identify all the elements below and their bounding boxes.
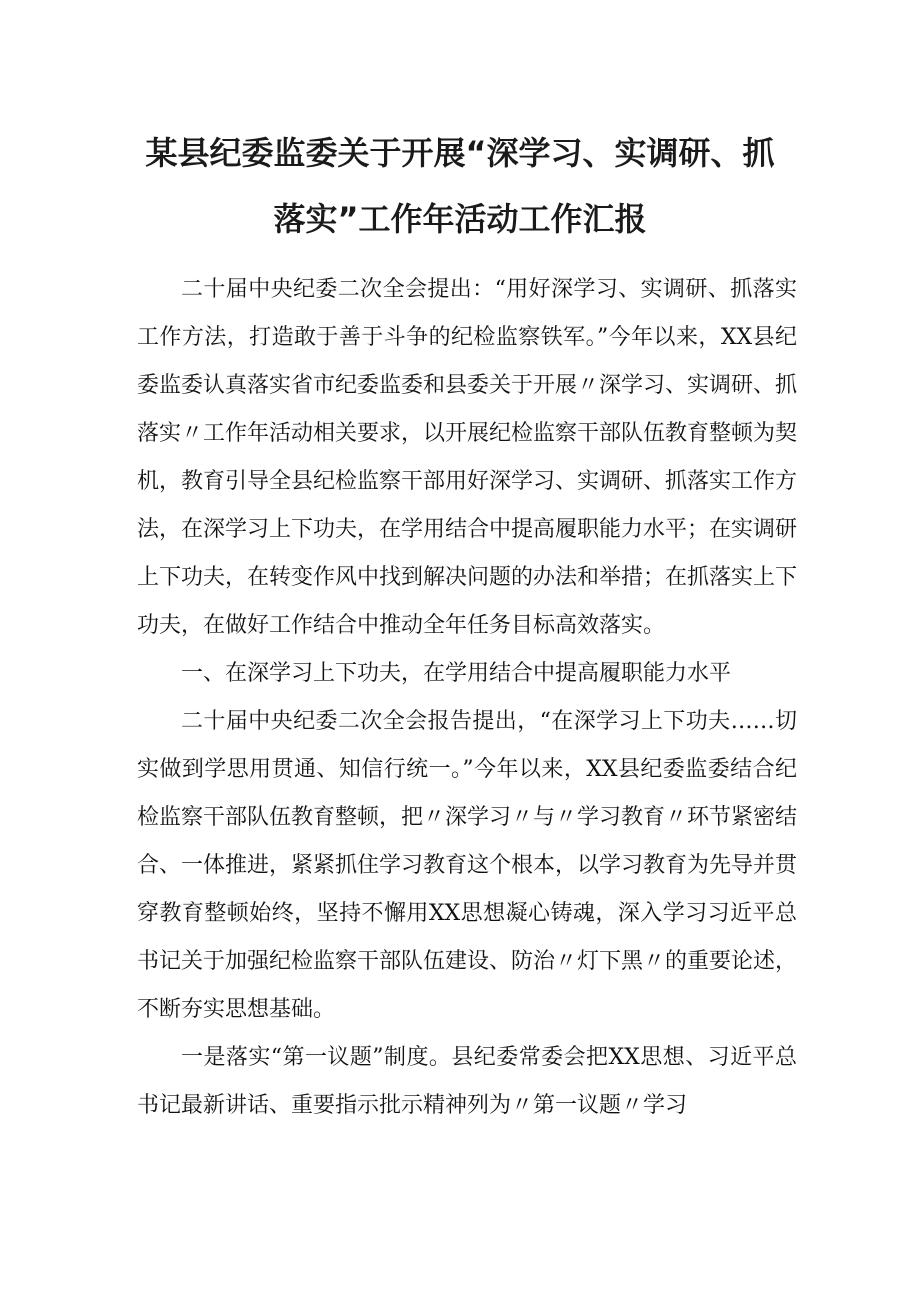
paragraph-section-1: 二十届中央纪委二次全会报告提出，“在深学习上下功夫……切实做到学思用贯通、知信行统一。”今年以来，XX县纪委监委结合纪检监察干部队伍教育整顿，把〃深学习〃与〃学习教育〃环节紧密结合、一体推进，紧紧抓住学习教育这个根本，以学习教育为先导并贯穿教育整顿始终，坚持不懈用XX思想凝心铸魂，深入学习习近平总书记关于加强纪检监察干部队伍建设、防治〃灯下黑〃的重要论述，不断夯实思想基础。 xyxy=(137,709,798,1022)
document-title-line-2: 落实”工作年活动工作汇报 xyxy=(273,200,647,238)
paragraph-intro: 二十届中央纪委二次全会提出：“用好深学习、实调研、抓落实工作方法，打造敢于善于斗争的纪检监察铁军。”今年以来，XX县纪委监委认真落实省市纪委监委和县委关于开展〃深学习、实调研、抓落实〃工作年活动相关要求，以开展纪检监察干部队伍教育整顿为契机，教育引导全县纪检监察干部用好深学习、实调研、抓落实工作方法，在深学习上下功夫，在学用结合中提高履职能力水平；在实调研上下功夫，在转变作风中找到解决问题的办法和举措；在抓落实上下功夫，在做好工作结合中推动全年任务目标高效落实。 xyxy=(137,277,798,638)
section-heading-1: 一、在深学习上下功夫，在学用结合中提高履职能力水平 xyxy=(181,661,732,686)
document-title-line-1: 某县纪委监委关于开展“深学习、实调研、抓 xyxy=(145,134,775,172)
paragraph-first-topic: 一是落实“第一议题”制度。县纪委常委会把XX思想、习近平总书记最新讲话、重要指示批示精神列为〃第一议题〃学习 xyxy=(137,1045,797,1118)
document-body xyxy=(137,266,797,1130)
